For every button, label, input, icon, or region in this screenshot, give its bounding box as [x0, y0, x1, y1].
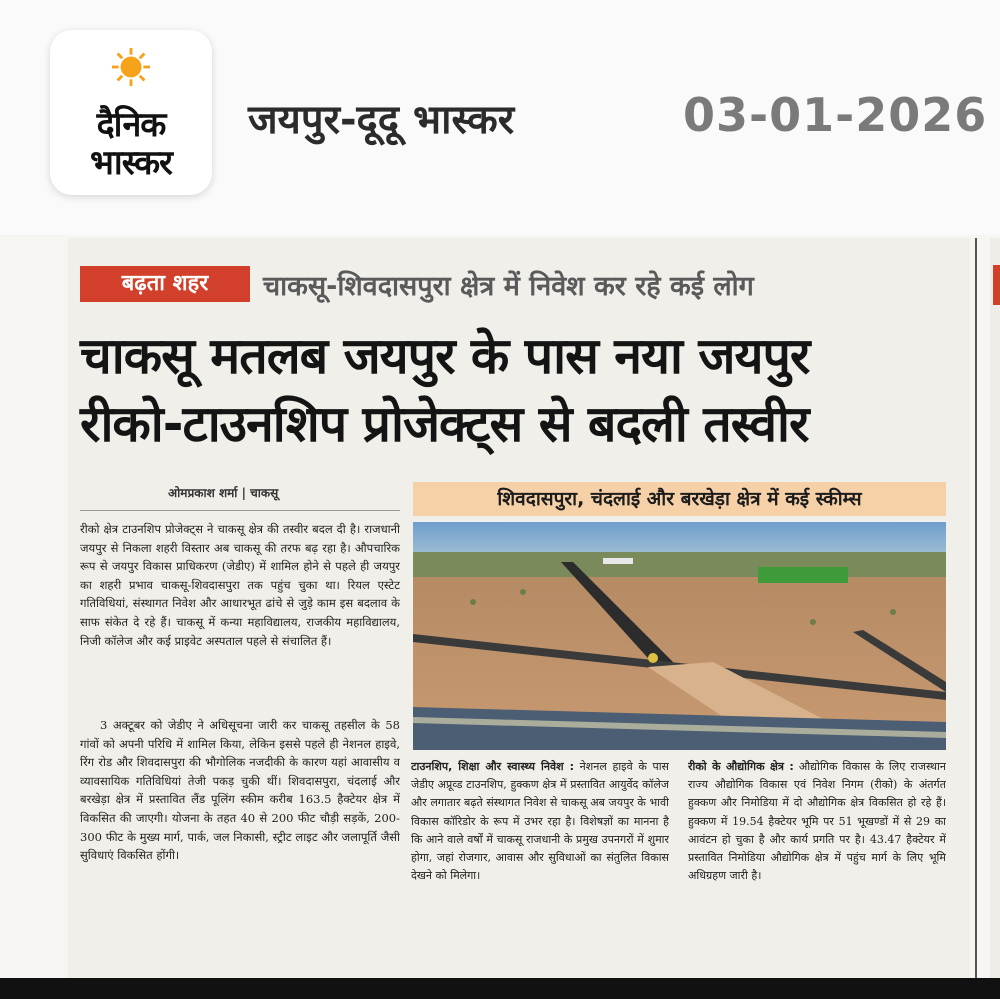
header-bar	[0, 0, 1000, 235]
adjacent-kicker-fragment	[993, 265, 1000, 305]
article-column-riico	[688, 758, 946, 958]
article-paragraph-1: रीको क्षेत्र टाउनशिप प्रोजेक्ट्स ने चाकसू क्षेत्र की तस्वीर बदल दी है। राजधानी जयपुर से निकला शहरी विस्तार अब चाकसू की तरफ बढ़ रहा है। औपचारिक रूप से जयपुर विकास प्राधिकरण (जेडीए) में शामिल होने से पहले ही जयपुर का शहरी प्रभाव चाकसू-शिवदासपुरा तक पहुंच चुका था। रियल एस्टेट गतिविधियां, संस्थागत निवेश और आधारभूत ढांचे से जुड़े काम इस बदलाव के साफ संकेत दे रहे हैं। चाकसू में कन्या महाविद्यालय, राजकीय महाविद्यालय, निजी कॉलेज और कई प्राइवेट अस्पताल पहले से संचालित हैं।	[80, 522, 400, 648]
column-township-text: नेशनल हाइवे के पास जेडीए अप्रूव्ड टाउनशिप, हुक्कण क्षेत्र में प्रस्तावित आयुर्वेद कॉलेज और लगातार बढ़ते संस्थागत निवेश से चाकसू अब जयपुर के भावी विकास कॉरिडोर के रूप में उभर रहा है। विशेषज्ञों का मानना है कि आने वाले वर्षों में चाकसू राजधानी के प्रमुख उपनगरों में शुमार होगा, जहां रोजगार, आवास और सुविधाओं का संतुलित विकास देखने को मिलेगा।	[411, 760, 669, 883]
logo-text-line1: दैनिक	[96, 105, 166, 145]
article-paragraph-2: 3 अक्टूबर को जेडीए ने अधिसूचना जारी कर चाकसू तहसील के 58 गांवों को अपनी परिधि में शामिल किया, लेकिन इससे पहले ही नेशनल हाइवे, रिंग रोड और शिवदासपुरा की भौगोलिक नजदीकी के कारण यहां आवासीय व व्यावसायिक गतिविधियां तेजी पकड़ चुकी थीं। शिवदासपुरा, चंदलाई और बरखेड़ा क्षेत्र में प्रस्तावित लैंड पूलिंग स्कीम करीब 163.5 हैक्टेयर क्षेत्र में विकसित की जाएगी। योजना के तहत 40 से 200 फीट चौड़ी सड़कें, 200-300 फीट के मुख्य मार्ग, पार्क, जल निकासी, स्ट्रीट लाइट और जलापूर्ति जैसी सुविधाएं विकसित होंगी।	[80, 718, 400, 863]
dainik-bhaskar-logo	[50, 30, 212, 195]
column-riico-heading: रीको के औद्योगिक क्षेत्र :	[688, 760, 794, 773]
edition-title: जयपुर-दूदू भास्कर	[248, 97, 515, 143]
photo-caption: शिवदासपुरा, चंदलाई और बरखेड़ा क्षेत्र में कई स्कीम्स	[413, 482, 946, 516]
aerial-township-photo	[413, 522, 946, 750]
byline-divider	[80, 510, 400, 511]
aerial-photo-illustration	[413, 522, 946, 750]
adjacent-column-edge	[990, 238, 1000, 978]
article-column-township	[411, 758, 669, 958]
column-township-heading: टाउनशिप, शिक्षा और स्वास्थ्य निवेश :	[411, 760, 574, 773]
headline-line1: चाकसू मतलब जयपुर के पास नया जयपुर	[80, 327, 810, 385]
left-margin	[0, 238, 66, 978]
news-clipping	[68, 238, 970, 978]
kicker-text: चाकसू-शिवदासपुरा क्षेत्र में निवेश कर रहे कई लोग	[263, 271, 754, 302]
byline: ओमप्रकाश शर्मा | चाकसू	[168, 486, 279, 500]
bottom-bar	[0, 978, 1000, 999]
edition-date: 03-01-2026	[683, 88, 988, 142]
column-riico-text: औद्योगिक विकास के लिए राजस्थान राज्य औद्योगिक विकास एवं निवेश निगम (रीको) के अंतर्गत हुक्कण और निमोडिया में दो औद्योगिक क्षेत्र विकसित हो रहे हैं। हुक्कण में 19.54 हैक्टेयर भूमि पर 51 भूखण्डों में से 29 का आवंटन हो चुका है और कार्य प्रगति पर है। 43.47 हैक्टेयर में प्रस्तावित निमोडिया औद्योगिक क्षेत्र में पहुंच मार्ग के लिए भूमि अधिग्रहण जारी है।	[688, 760, 946, 883]
column-divider	[975, 238, 977, 978]
headline-line2: रीको-टाउनशिप प्रोजेक्ट्स से बदली तस्वीर	[80, 395, 809, 453]
sun-icon	[112, 48, 150, 86]
logo-text-line2: भास्कर	[90, 143, 172, 183]
kicker-badge: बढ़ता शहर	[80, 266, 250, 302]
